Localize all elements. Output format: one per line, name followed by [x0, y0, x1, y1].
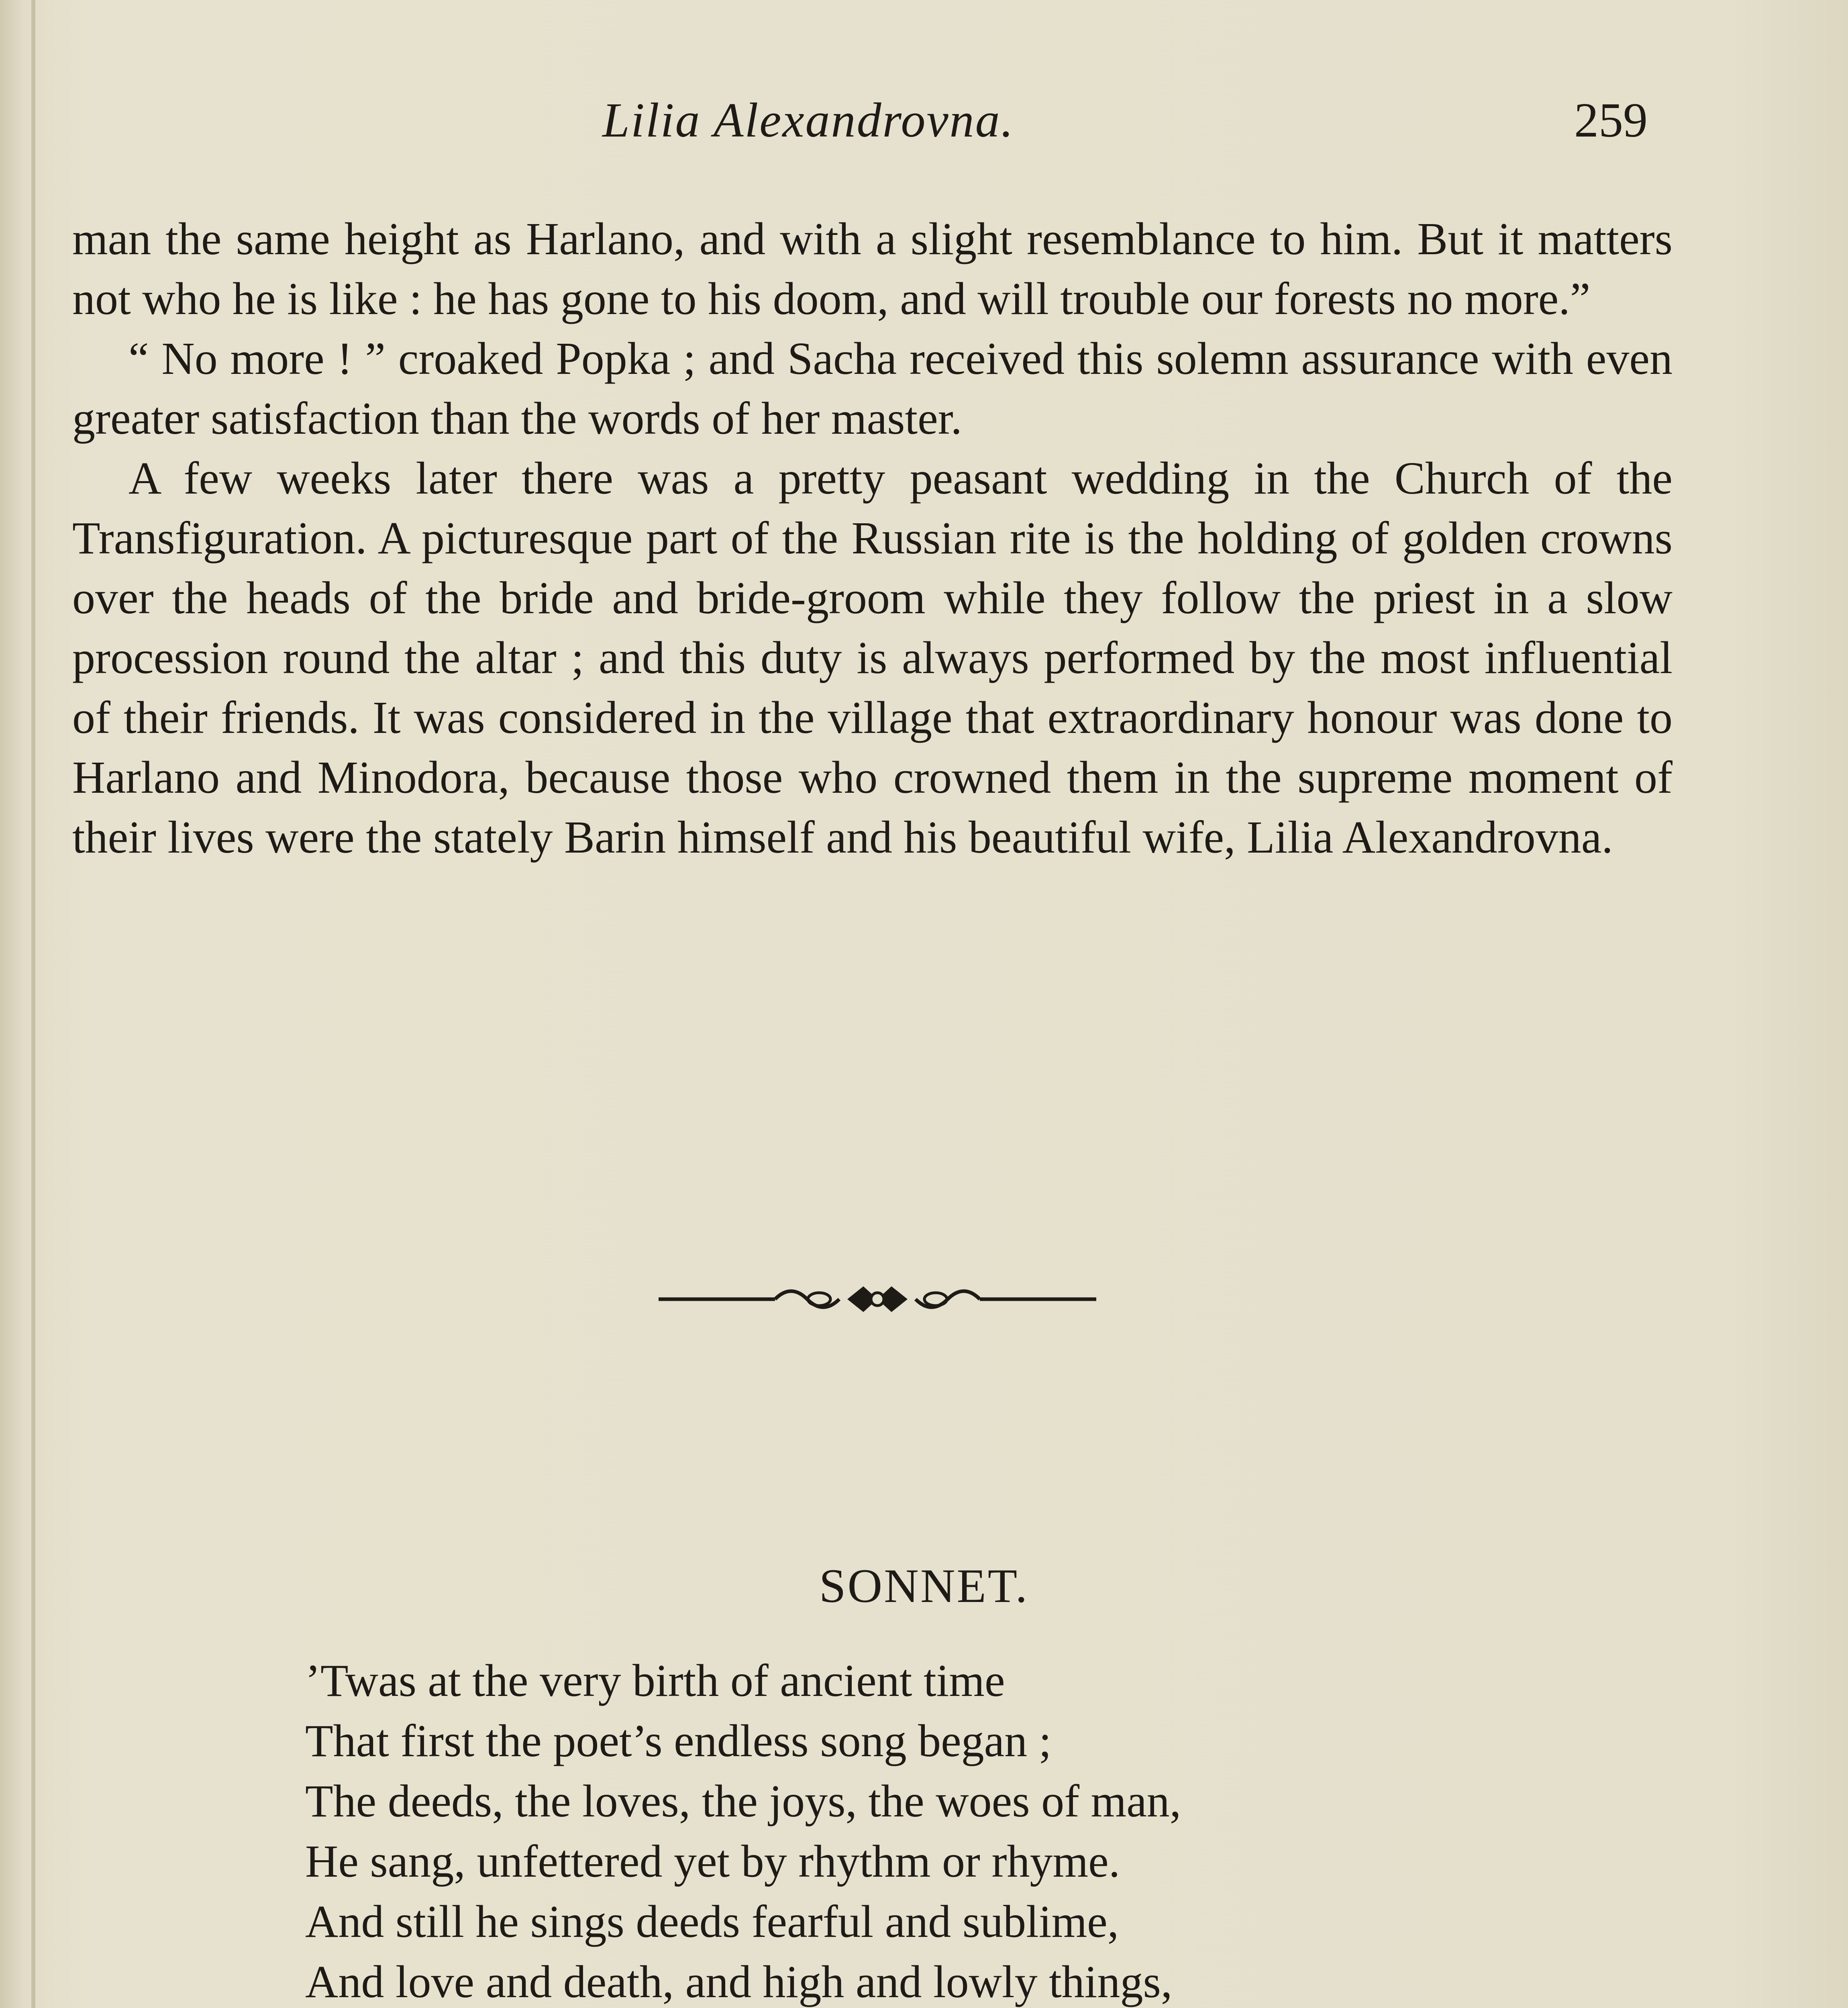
poem-line: And still he sings deeds fearful and sublime,	[305, 1896, 1119, 1947]
paragraph: man the same height as Harlano, and with a slight resemblance to him. But it matters not who he is like : he has gone to his doom, and will trouble our forests no more.”	[72, 213, 1673, 324]
paragraph: A few weeks later there was a pretty peasant wedding in the Church of the Transfiguration. A picturesque part of the Russian rite is the holding of golden crowns over the heads of the bride and bride-groom while they follow the priest in a slow procession round the altar ; and this duty is always performed by the most influential of their friends. It was considered in the village that extraordinary honour was done to Harlano and Minodora, because those who crowned them in the supreme moment of their lives were the stately Barin himself and his beautiful wife, Lilia Alexandrovna.	[72, 453, 1673, 863]
poem-title: SONNET.	[819, 1559, 1029, 1612]
ornamental-divider-icon	[659, 1281, 1096, 1317]
poem-line: The deeds, the loves, the joys, the woes of man,	[305, 1775, 1181, 1826]
poem-line: That first the poet’s endless song began ;	[305, 1715, 1052, 1766]
poem-line: And love and death, and high and lowly things,	[305, 1956, 1173, 2007]
binding-gutter	[31, 0, 35, 2008]
poem-line: ’Twas at the very birth of ancient time	[305, 1655, 1005, 1706]
paragraph: “ No more ! ” croaked Popka ; and Sacha received this solemn assurance with even greater satisfaction than the words of her master.	[72, 333, 1673, 444]
prose-body	[72, 209, 1673, 867]
page-number: 259	[1574, 93, 1648, 147]
poem-line: He sang, unfettered yet by rhythm or rhyme.	[305, 1836, 1120, 1887]
poem-body	[305, 1651, 1218, 2008]
running-title: Lilia Alexandrovna.	[602, 93, 1015, 147]
